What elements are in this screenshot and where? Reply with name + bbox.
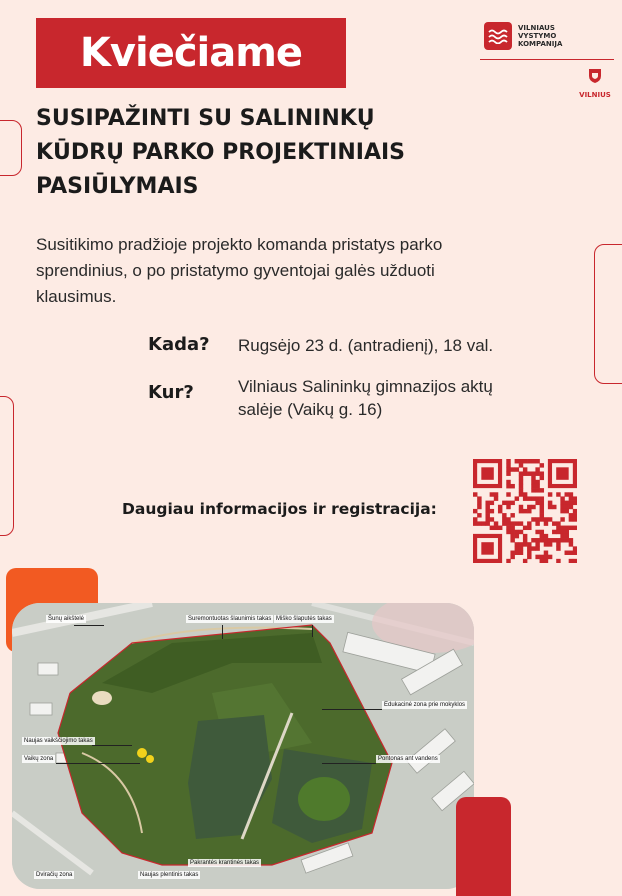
where-value <box>238 375 493 421</box>
header-divider <box>480 59 614 60</box>
where-value-line: salėje (Vaikų g. 16) <box>238 400 383 419</box>
map-leader-line <box>222 625 223 639</box>
org-name: VILNIAUS VYSTYMO KOMPANIJA <box>518 24 563 48</box>
map-leader-line <box>312 625 313 637</box>
headline-line: KŪDRŲ PARKO PROJEKTINIAIS <box>36 140 406 165</box>
intro-paragraph <box>36 232 556 310</box>
map-label-water-platform: Pontonas ant vandens <box>378 756 438 762</box>
where-value-line: Vilniaus Salininkų gimnazijos aktų <box>238 377 493 396</box>
map-label-new-paved-path: Naujas plentinis takas <box>140 872 199 878</box>
map-leader-line <box>322 763 376 764</box>
map-label-waterfront-path: Pakrantės krantinės takas <box>190 860 260 866</box>
map-label-kids-zone: Vaikų zona <box>24 756 54 762</box>
map-label-dog-area: Šunų aikštelė <box>48 616 85 622</box>
decorative-red-block <box>456 797 511 896</box>
waves-logo-icon <box>484 22 512 50</box>
map-label-bike-zone: Dviračių zona <box>36 872 73 878</box>
when-value <box>238 334 493 357</box>
map-label-renovated-path: Suremontuotas šlaunimis takas <box>188 616 272 622</box>
when-value-line: Rugsėjo 23 d. (antradienį), 18 val. <box>238 336 494 355</box>
org-logo <box>484 22 562 50</box>
registration-label: Daugiau informacijos ir registracija: <box>122 500 437 518</box>
park-plan-map <box>12 603 474 889</box>
qr-code-icon[interactable] <box>473 459 577 568</box>
decorative-frame-right <box>594 244 622 384</box>
page-headline <box>36 102 506 204</box>
city-logo <box>577 68 613 99</box>
when-label: Kada? <box>148 334 210 355</box>
map-label-education-zone: Edukacinė zona prie mokyklos <box>384 702 466 708</box>
intro-line: sprendinius, o po pristatymo gyventojai galės užduoti <box>36 261 435 280</box>
map-leader-line <box>56 763 140 764</box>
map-leader-line <box>322 709 382 710</box>
park-aerial-image <box>12 603 474 889</box>
map-leader-line <box>92 745 132 746</box>
city-crest-icon <box>588 68 602 84</box>
intro-line: klausimus. <box>36 287 117 306</box>
map-label-forest-path: Miško šlaputės takas <box>276 616 332 622</box>
decorative-frame-left-bottom <box>0 396 14 536</box>
map-leader-line <box>74 625 104 626</box>
map-label-new-walking-path: Naujas vaikščiojimo takas <box>24 738 93 744</box>
headline-line: SUSIPAŽINTI SU SALININKŲ <box>36 106 375 131</box>
qr-code-graphic <box>473 459 577 563</box>
decorative-frame-left-top <box>0 120 22 176</box>
invitation-banner: Kviečiame <box>36 18 346 88</box>
city-name: VILNIUS <box>579 91 611 99</box>
where-label: Kur? <box>148 382 194 403</box>
intro-line: Susitikimo pradžioje projekto komanda pristatys parko <box>36 235 443 254</box>
headline-line: PASIŪLYMAIS <box>36 174 199 199</box>
